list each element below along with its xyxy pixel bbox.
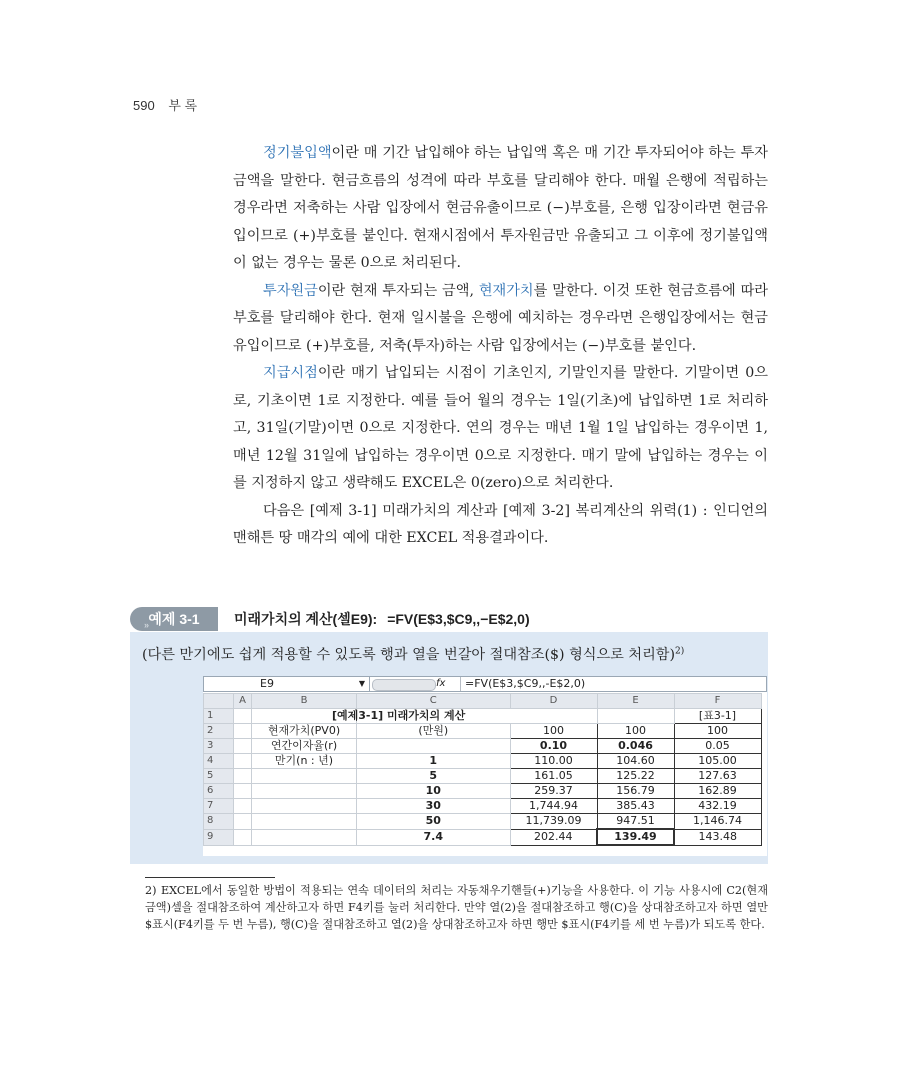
footnote-text: EXCEL에서 동일한 방법이 적용되는 연속 데이터의 처리는 자동채우기핸들(+)기능을 사용한다. 이 기능 사용시에 C2(현재금액)셀을 절대참조하여 계산하고자 하면 F4키를 눌러 처리한다. 만약 열(2)을 절대참조하고 행(C)을 상대참조하고자 하면 열만 $표시(F4키를 두 번 누름), 행(C)을 절대참조하고 열(2)을 상대참조하고자 하면 행만 $표시(F4키를 세 번 누름)가 되도록 한다.	[145, 884, 768, 931]
table-row	[204, 814, 762, 830]
cell[interactable]: 11,739.09	[510, 814, 597, 830]
cell[interactable]: 30	[357, 799, 511, 814]
table-row	[204, 709, 762, 724]
cell[interactable]: 432.19	[674, 799, 761, 814]
page-header	[133, 95, 197, 114]
cell[interactable]	[234, 784, 252, 799]
section-title: 부 록	[168, 98, 198, 113]
row-header[interactable]: 7	[204, 799, 234, 814]
cell[interactable]	[252, 829, 357, 845]
name-box[interactable]: E9 ▼	[204, 677, 370, 691]
footnote-rule	[145, 877, 275, 878]
cell[interactable]: 7.4	[357, 829, 511, 845]
cell[interactable]: 110.00	[510, 754, 597, 769]
spreadsheet-screenshot	[203, 676, 767, 856]
column-header[interactable]: E	[597, 694, 674, 709]
table-row	[204, 754, 762, 769]
cell[interactable]: 947.51	[597, 814, 674, 830]
cell[interactable]	[252, 784, 357, 799]
cell[interactable]: 1,744.94	[510, 799, 597, 814]
cell[interactable]	[252, 799, 357, 814]
cell[interactable]: 0.10	[510, 739, 597, 754]
example-formula: =FV(E$3,$C9,,−E$2,0)	[387, 611, 530, 627]
cell[interactable]: 5	[357, 769, 511, 784]
dropdown-icon[interactable]: ▼	[358, 679, 365, 688]
paragraph: 지급시점이란 매기 납입되는 시점이 기초인지, 기말인지를 말한다. 기말이면 0으로, 기초이면 1로 지정한다. 예를 들어 월의 경우는 1일(기초)에 납입하면 1로 처리하고, 31일(기말)이면 0으로 지정한다. 연의 경우는 매년 1월 1일 납입하는 경우이면 1, 매년 12월 31일에 납입하는 경우이면 0으로 지정한다. 매기 말에 납입하는 경우는 이를 지정하지 않고 생략해도 EXCEL은 0(zero)으로 처리한다.	[233, 365, 768, 491]
formula-text[interactable]: =FV(E$3,$C9,,-E$2,0)	[460, 677, 585, 691]
cell[interactable]: 현재가치(PV0)	[252, 724, 357, 739]
cell[interactable]: 125.22	[597, 769, 674, 784]
footnote-ref: 2)	[675, 646, 685, 657]
row-header[interactable]: 4	[204, 754, 234, 769]
spreadsheet-grid	[203, 693, 762, 846]
cell[interactable]: 143.48	[674, 829, 761, 845]
paragraph: 다음은 [예제 3-1] 미래가치의 계산과 [예제 3-2] 복리계산의 위력(1) : 인디언의 맨해튼 땅 매각의 예에 대한 EXCEL 적용결과이다.	[233, 502, 768, 546]
cell[interactable]: 0.046	[597, 739, 674, 754]
keyword: 지급시점	[263, 365, 318, 381]
table-row	[204, 724, 762, 739]
cell[interactable]: 10	[357, 784, 511, 799]
keyword: 투자원금	[263, 282, 318, 299]
cell[interactable]: 100	[510, 724, 597, 739]
cell[interactable]: 0.05	[674, 739, 761, 754]
select-all-corner[interactable]	[204, 694, 234, 709]
cell[interactable]: 105.00	[674, 754, 761, 769]
body-text	[233, 140, 768, 553]
footnote	[145, 882, 768, 933]
cell[interactable]	[234, 739, 252, 754]
cell[interactable]	[234, 799, 252, 814]
table-row	[204, 784, 762, 799]
row-header[interactable]: 2	[204, 724, 234, 739]
example-box	[130, 632, 768, 864]
cell[interactable]: 385.43	[597, 799, 674, 814]
column-header[interactable]: D	[510, 694, 597, 709]
paragraph: 투자원금이란 현재 투자되는 금액, 현재가치를 말한다. 이것 또한 현금흐름에 따라 부호를 달리해야 한다. 현재 일시불을 은행에 예치하는 경우라면 은행입장에서는 현금유입이므로 (+)부호를, 저축(투자)하는 사람 입장에서는 (−)부호를 붙인다.	[233, 282, 768, 354]
row-header[interactable]: 8	[204, 814, 234, 830]
cell[interactable]	[234, 754, 252, 769]
example-title	[130, 605, 768, 633]
table-row	[204, 739, 762, 754]
cell[interactable]	[597, 709, 674, 724]
cell[interactable]	[357, 739, 511, 754]
cell[interactable]: (만원)	[357, 724, 511, 739]
cell[interactable]	[234, 724, 252, 739]
cell[interactable]: 100	[674, 724, 761, 739]
column-header[interactable]: C	[357, 694, 511, 709]
row-header[interactable]: 1	[204, 709, 234, 724]
chevron-icon: »	[144, 620, 150, 630]
paragraph: 정기불입액이란 매 기간 납입해야 하는 납입액 혹은 매 기간 투자되어야 하는 투자금액을 말한다. 현금흐름의 성격에 따라 부호를 달리해야 한다. 매월 은행에 적립하는 경우라면 저축하는 사람 입장에서 현금유출이므로 (−)부호를, 은행 입장이라면 현금유입이므로 (+)부호를 붙인다. 현재시점에서 투자원금만 유출되고 그 이후에 정기불입액이 없는 경우는 물론 0으로 처리된다.	[233, 145, 768, 271]
cell[interactable]	[234, 769, 252, 784]
cell[interactable]	[252, 769, 357, 784]
cell[interactable]: 연간이자율(r)	[252, 739, 357, 754]
cell[interactable]	[510, 709, 597, 724]
cell[interactable]: [표3-1]	[674, 709, 761, 724]
footnote-number: 2)	[145, 884, 157, 897]
cell[interactable]	[252, 814, 357, 830]
row-header[interactable]: 6	[204, 784, 234, 799]
cell[interactable]: 162.89	[674, 784, 761, 799]
row-header[interactable]: 5	[204, 769, 234, 784]
keyword: 현재가치	[478, 282, 534, 299]
column-header[interactable]: F	[674, 694, 761, 709]
cell[interactable]: 161.05	[510, 769, 597, 784]
cell[interactable]: 127.63	[674, 769, 761, 784]
column-header[interactable]: A	[234, 694, 252, 709]
cell[interactable]	[234, 709, 252, 724]
cell[interactable]: 202.44	[510, 829, 597, 845]
row-header[interactable]: 9	[204, 829, 234, 845]
example-note: (다른 만기에도 쉽게 적용할 수 있도록 행과 열을 번갈아 절대참조($) 형식으로 처리함)$^{2)}$	[142, 646, 685, 663]
cell[interactable]: 104.60	[597, 754, 674, 769]
example-badge: 예제 3-1 »	[130, 607, 218, 631]
cell[interactable]: 1,146.74	[674, 814, 761, 830]
table-row	[204, 769, 762, 784]
cell[interactable]: 156.79	[597, 784, 674, 799]
table-row	[204, 799, 762, 814]
cell[interactable]: [예제3-1] 미래가치의 계산	[332, 709, 486, 724]
cell[interactable]: 259.37	[510, 784, 597, 799]
cell[interactable]: 139.49	[597, 829, 674, 845]
formula-bar	[203, 676, 767, 692]
row-header[interactable]: 3	[204, 739, 234, 754]
fx-icon[interactable]: fx	[436, 678, 446, 689]
cell[interactable]: 100	[597, 724, 674, 739]
formula-buttons[interactable]	[372, 679, 436, 691]
cell[interactable]: 1	[357, 754, 511, 769]
column-header[interactable]: B	[252, 694, 357, 709]
keyword: 정기불입액	[263, 145, 332, 161]
table-row	[204, 829, 762, 845]
cell[interactable]: 만기(n : 년)	[252, 754, 357, 769]
example-heading: 미래가치의 계산(셀E9): =FV(E$3,$C9,,−E$2,0)	[234, 611, 530, 627]
cell[interactable]	[234, 829, 252, 845]
cell[interactable]: 50	[357, 814, 511, 830]
cell[interactable]	[234, 814, 252, 830]
page-number: 590	[133, 98, 155, 113]
